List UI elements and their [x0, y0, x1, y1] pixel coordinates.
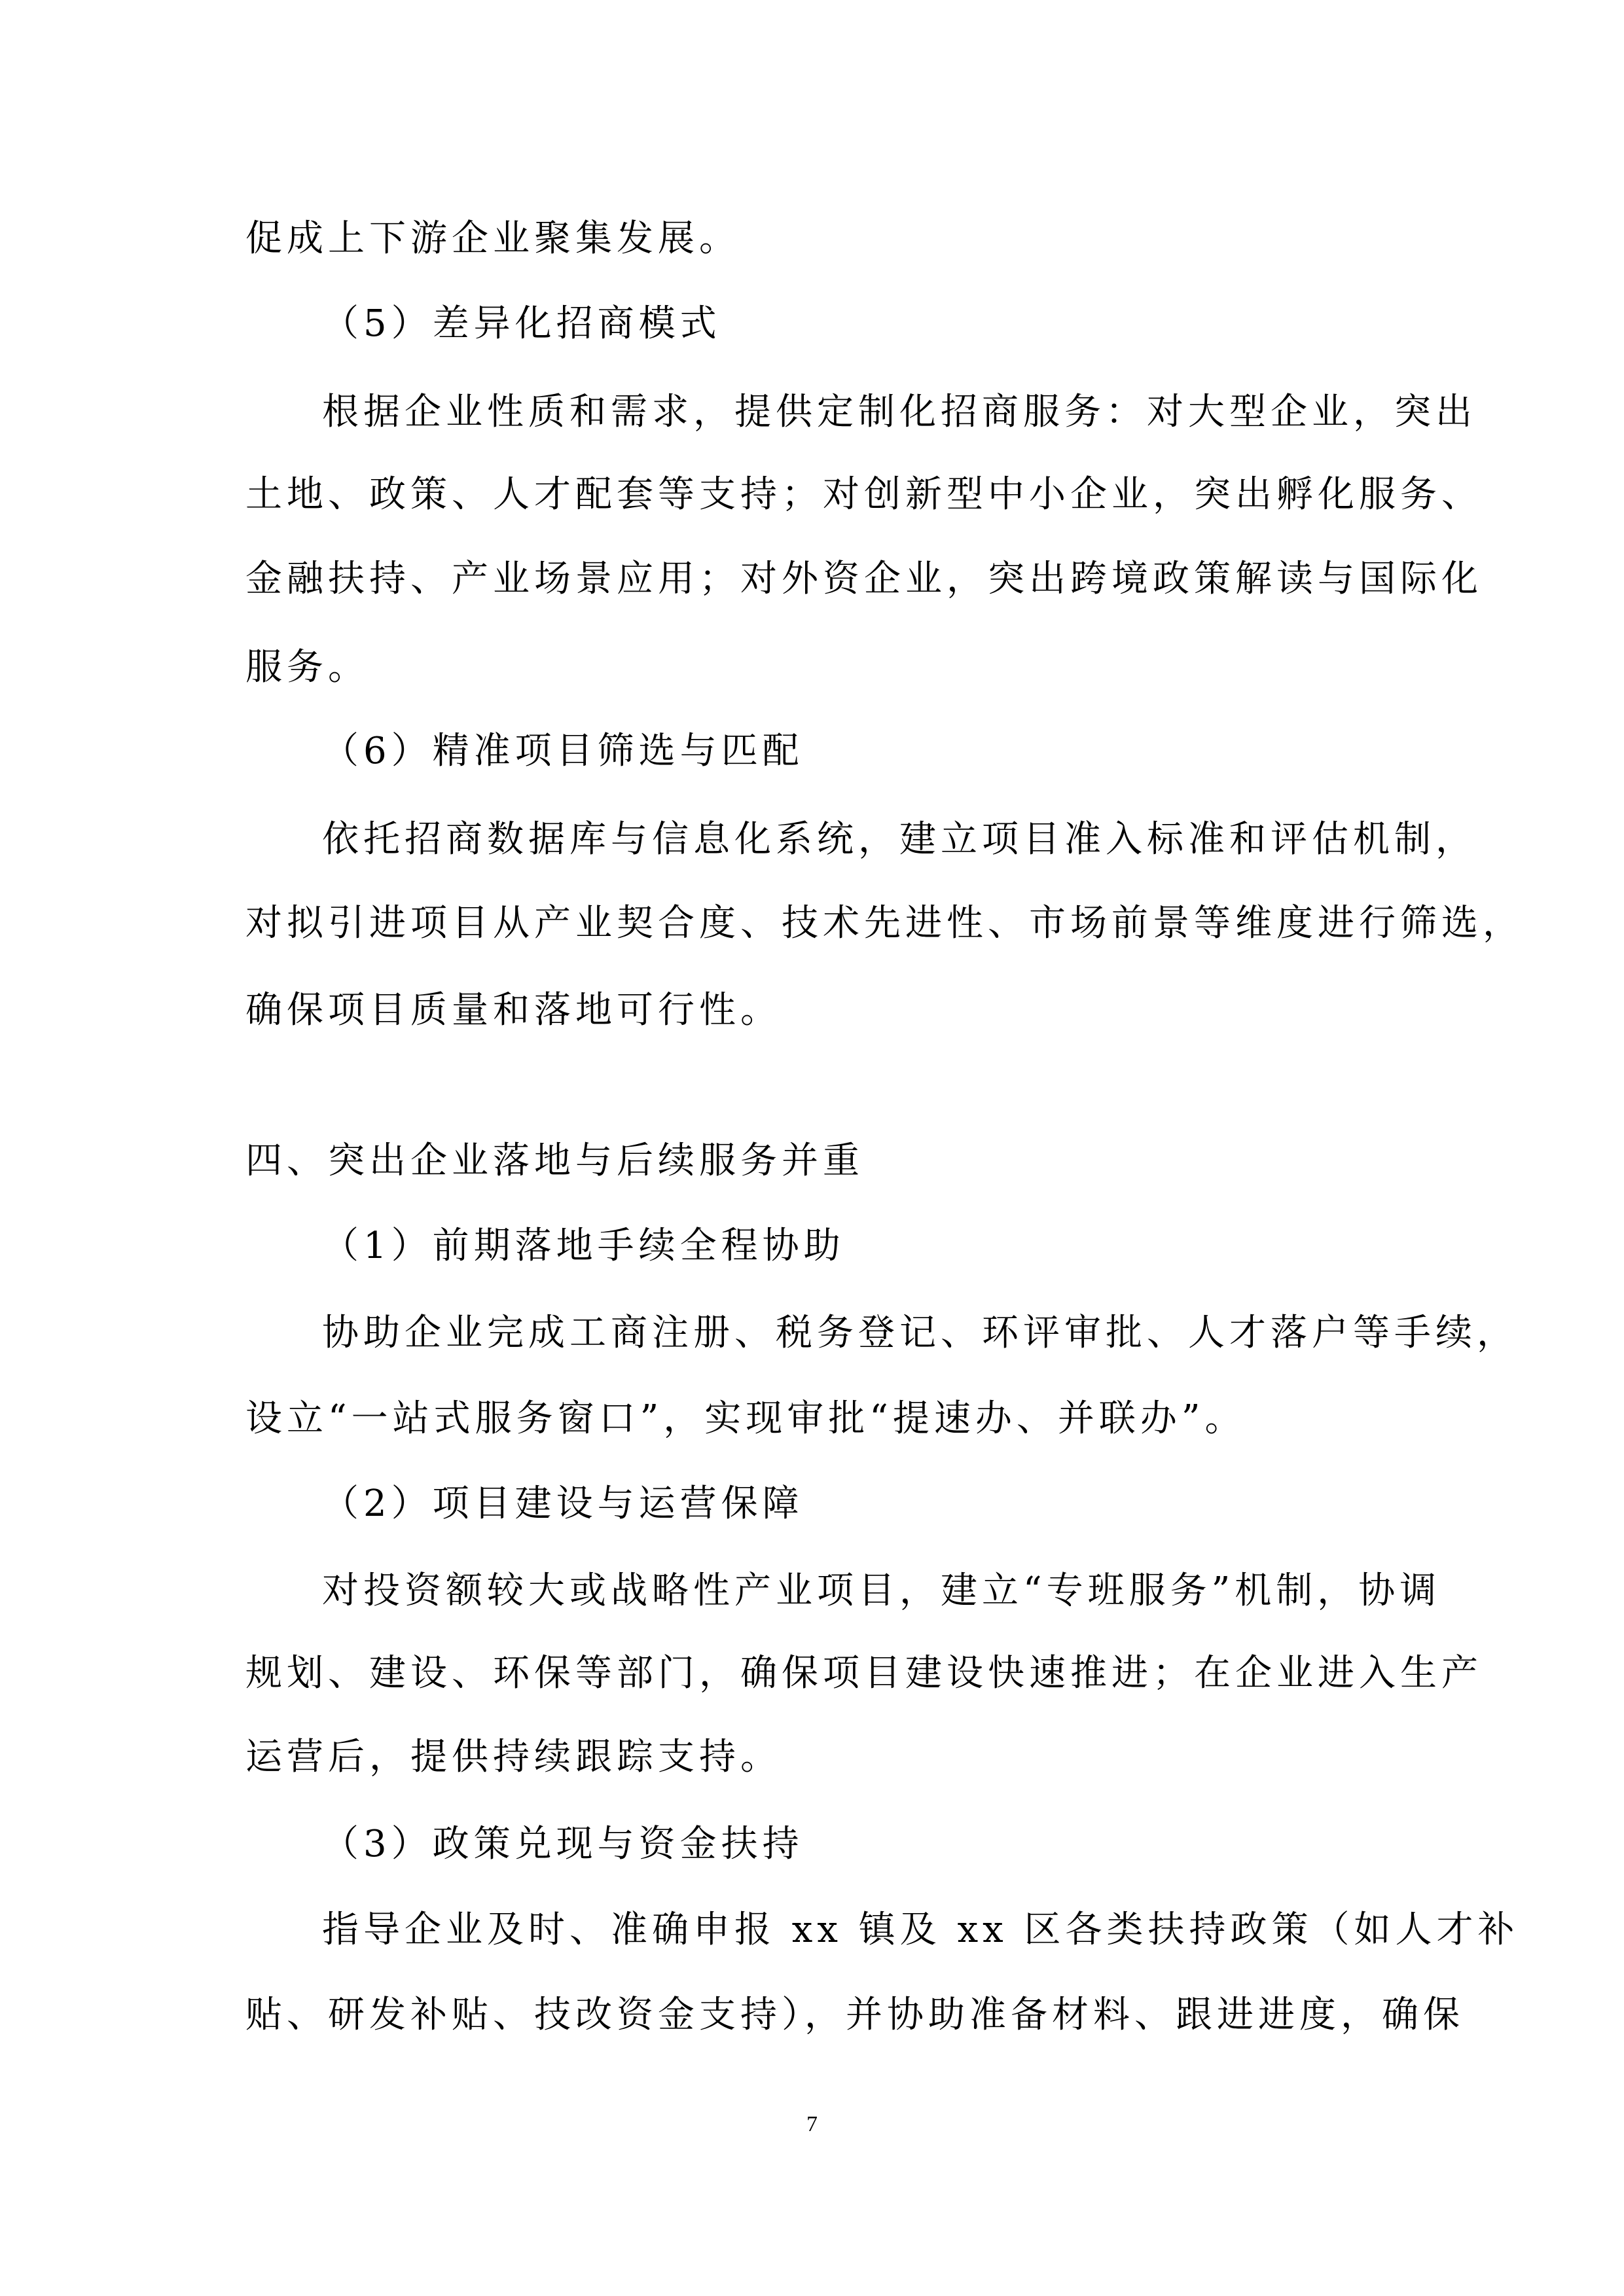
subheading-policy-funding-support: （3）政策兑现与资金扶持	[322, 1823, 804, 1865]
paragraph-line: 对投资额较大或战略性产业项目，建立“专班服务”机制，协调	[322, 1570, 1441, 1612]
paragraph-line: 规划、建设、环保等部门，确保项目建设快速推进；在企业进入生产	[245, 1652, 1483, 1695]
paragraph-line: 协助企业完成工商注册、税务登记、环评审批、人才落户等手续，	[322, 1312, 1518, 1354]
paragraph-line: 贴、研发补贴、技改资金支持），并协助准备材料、跟进进度，确保	[245, 1994, 1464, 2036]
paragraph-line: 服务。	[245, 646, 369, 689]
paragraph-line: 对拟引进项目从产业契合度、技术先进性、市场前景等维度进行筛选，	[245, 902, 1524, 944]
subheading-project-construction-operation: （2）项目建设与运营保障	[322, 1482, 804, 1525]
paragraph-line: 指导企业及时、准确申报 xx 镇及 xx 区各类扶持政策（如人才补	[322, 1909, 1519, 1951]
paragraph-line: 金融扶持、产业场景应用；对外资企业，突出跨境政策解读与国际化	[245, 558, 1483, 600]
section-heading-enterprise-landing-services: 四、突出企业落地与后续服务并重	[245, 1139, 864, 1182]
paragraph-line-continuation: 促成上下游企业聚集发展。	[245, 217, 740, 260]
paragraph-line: 根据企业性质和需求，提供定制化招商服务：对大型企业，突出	[322, 391, 1477, 433]
paragraph-line: 设立“一站式服务窗口”，实现审批“提速办、并联办”。	[245, 1397, 1246, 1440]
paragraph-line: 运营后，提供持续跟踪支持。	[245, 1736, 782, 1778]
paragraph-line: 依托招商数据库与信息化系统，建立项目准入标准和评估机制，	[322, 818, 1477, 861]
paragraph-line: 确保项目质量和落地可行性。	[245, 989, 782, 1031]
paragraph-line: 土地、政策、人才配套等支持；对创新型中小企业，突出孵化服务、	[245, 473, 1483, 516]
page-number: 7	[806, 2112, 818, 2136]
subheading-differentiated-investment-mode: （5）差异化招商模式	[322, 302, 721, 345]
subheading-landing-procedures-assistance: （1）前期落地手续全程协助	[322, 1225, 845, 1267]
subheading-precise-project-screening: （6）精准项目筛选与匹配	[322, 730, 804, 772]
